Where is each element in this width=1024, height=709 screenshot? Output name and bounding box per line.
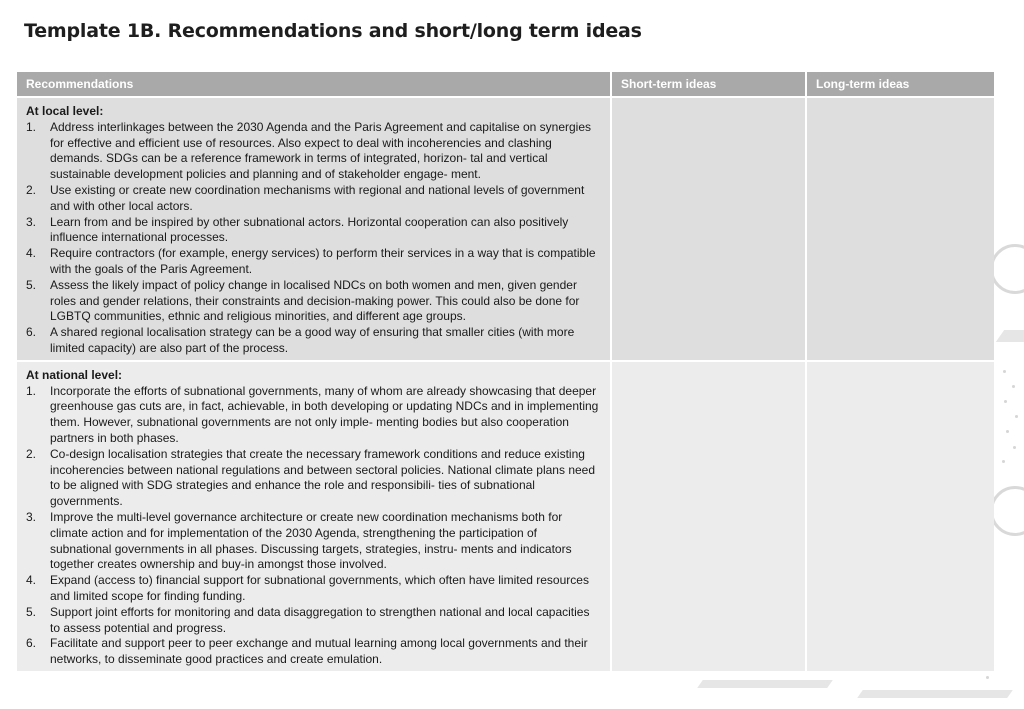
local-recommendations-list: [26, 120, 601, 357]
decorative-dot: [1004, 400, 1007, 403]
decorative-dot: [1003, 370, 1006, 373]
decorative-dot: [1002, 460, 1005, 463]
list-item: 4. Require contractors (for example, energy services) to perform their services in a way that is compatible with the goals of the Paris Agreement.: [26, 246, 596, 276]
national-long-term-cell[interactable]: [807, 360, 994, 671]
local-level-heading: At local level:: [26, 104, 104, 118]
decorative-ring: [990, 486, 1024, 536]
table-row-local-level: [17, 96, 994, 360]
decorative-dot: [1015, 415, 1018, 418]
local-short-term-cell[interactable]: [612, 96, 807, 360]
header-recommendations: Recommendations: [17, 72, 612, 96]
list-item: 3. Improve the multi-level governance architecture or create new coordination mechanisms both for climate action and for implementation of the 2030 Agenda, strengthening the participation of subnational governments in all phases. Discussing targets, strategies, instru- ments and indicators together creates ownership and buy-in amongst those involved.: [26, 509, 572, 572]
table-row-national-level: [17, 360, 994, 671]
decorative-dot: [1006, 430, 1009, 433]
page-title: Template 1B. Recommendations and short/long term ideas: [24, 20, 642, 42]
national-recommendations-cell: [17, 360, 612, 671]
decorative-dot: [986, 676, 989, 679]
header-long-term-ideas: Long-term ideas: [807, 72, 994, 96]
list-item: 2. Co-design localisation strategies that create the necessary framework conditions and reduce existing incoherencies between national regulations and between sectoral policies. National climate plans need to be aligned with SDG strategies and enhance the role and responsibili- ties of subnational governments.: [26, 446, 596, 509]
decorative-ring: [990, 244, 1024, 294]
local-long-term-cell[interactable]: [807, 96, 994, 360]
table-header-row: [17, 72, 994, 96]
recommendations-table: [17, 72, 994, 671]
list-item: 6. A shared regional localisation strategy can be a good way of ensuring that smaller cities (with more limited capacity) are also part of the process.: [26, 325, 575, 355]
decorative-dot: [1013, 446, 1016, 449]
header-short-term-ideas: Short-term ideas: [612, 72, 807, 96]
decorative-stripe: [697, 680, 833, 688]
list-item: 3. Learn from and be inspired by other subnational actors. Horizontal cooperation can also positively influence international processes.: [26, 214, 569, 245]
list-item: 6. Facilitate and support peer to peer exchange and mutual learning among local governments and their networks, to disseminate good practices and create emulation.: [26, 636, 588, 667]
list-item: 2. Use existing or create new coordination mechanisms with regional and national levels of government and with other local actors.: [26, 182, 585, 213]
list-item: 1. Address interlinkages between the 2030 Agenda and the Paris Agreement and capitalise on synergies for effective and efficient use of resources. Also expect to deal with incoherencies and clashing demands. SDGs can be a reference framework in terms of integrated, horizon- tal and vertical sustainable development policies and planning and of stakeholder engage- ment.: [26, 119, 592, 182]
local-recommendations-cell: [17, 96, 612, 360]
list-item: 4. Expand (access to) financial support for subnational governments, which often have limited resources and limited scope for finding funding.: [26, 573, 589, 603]
national-recommendations-list: [26, 384, 601, 668]
national-short-term-cell[interactable]: [612, 360, 807, 671]
list-item: 5. Assess the likely impact of policy change in localised NDCs on both women and men, given gender roles and gender relations, their constraints and decision-making power. This could also be done for LGBTQ communities, ethnic and religious minorities, and different age groups.: [26, 277, 580, 324]
list-item: 5. Support joint efforts for monitoring and data disaggregation to strengthen national and local capacities to assess potential and progress.: [26, 604, 590, 635]
national-level-heading: At national level:: [26, 367, 123, 382]
decorative-stripe: [857, 690, 1013, 698]
decorative-dot: [1012, 385, 1015, 388]
decorative-stripe: [996, 330, 1024, 342]
list-item: 1. Incorporate the efforts of subnational governments, many of whom are already showcasing that deeper greenhouse gas cuts are, in fact, achievable, in both developing or updating NDCs and in implementing them. However, subnational governments are not only imple- menting bodies but also cooperation partners in both phases.: [26, 383, 599, 445]
